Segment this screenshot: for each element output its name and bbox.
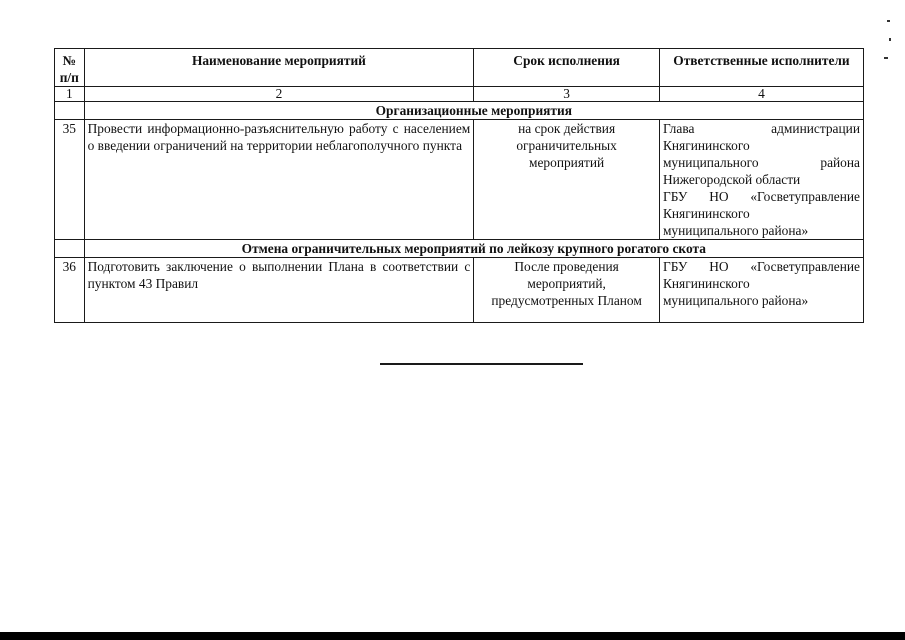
- section-title: Организационные мероприятия: [84, 102, 863, 120]
- scan-bottom-edge: [0, 632, 905, 640]
- column-index: 3: [474, 87, 660, 102]
- column-index: 2: [84, 87, 474, 102]
- scan-speck: [887, 20, 890, 22]
- responsible-line: муниципального района»: [662, 293, 809, 308]
- column-index-row: [55, 87, 864, 102]
- responsible-line: Нижегородской области: [662, 172, 801, 187]
- header-num: № п/п: [55, 49, 85, 87]
- responsible-line: муниципального района»: [662, 223, 809, 238]
- section-row-cancellation: [55, 240, 864, 258]
- measure-name: Подготовить заключение о выполнении Плана в соответствии с пунктом 43 Правил: [84, 258, 474, 323]
- section-spacer: [55, 102, 85, 120]
- responsible-line: Княгининского: [662, 206, 750, 221]
- section-spacer: [55, 240, 85, 258]
- table-row: [55, 258, 864, 323]
- end-of-document-rule: [380, 363, 583, 365]
- scan-speck: [889, 38, 891, 41]
- section-title: Отмена ограничительных мероприятий по лейкозу крупного рогатого скота: [84, 240, 863, 258]
- header-name: Наименование мероприятий: [84, 49, 474, 87]
- section-row-organizational: [55, 102, 864, 120]
- measure-term: на срок действия ограничительных мероприятий: [474, 120, 660, 240]
- row-number: 36: [55, 258, 85, 323]
- measure-responsible: [659, 120, 863, 240]
- measures-table: [54, 48, 864, 323]
- table-row: [55, 120, 864, 240]
- header-term: Срок исполнения: [474, 49, 660, 87]
- responsible-line: Княгининского: [662, 276, 750, 291]
- responsible-line: ГБУ НО «Госветуправление: [662, 189, 860, 204]
- row-number: 35: [55, 120, 85, 240]
- scan-speck: [884, 57, 888, 59]
- header-responsible: Ответственные исполнители: [659, 49, 863, 87]
- responsible-line: ГБУ НО «Госветуправление: [662, 259, 860, 274]
- column-index: 4: [659, 87, 863, 102]
- column-index: 1: [55, 87, 85, 102]
- responsible-line: муниципального района: [662, 155, 860, 170]
- measure-responsible: [659, 258, 863, 323]
- responsible-line: Глава администрации: [662, 121, 860, 136]
- measure-name: Провести информационно-разъяснительную работу с населением о введении ограничений на территории неблагополучного пункта: [84, 120, 474, 240]
- responsible-line: Княгининского: [662, 138, 750, 153]
- measure-term: После проведения мероприятий, предусмотренных Планом: [474, 258, 660, 323]
- header-row: [55, 49, 864, 87]
